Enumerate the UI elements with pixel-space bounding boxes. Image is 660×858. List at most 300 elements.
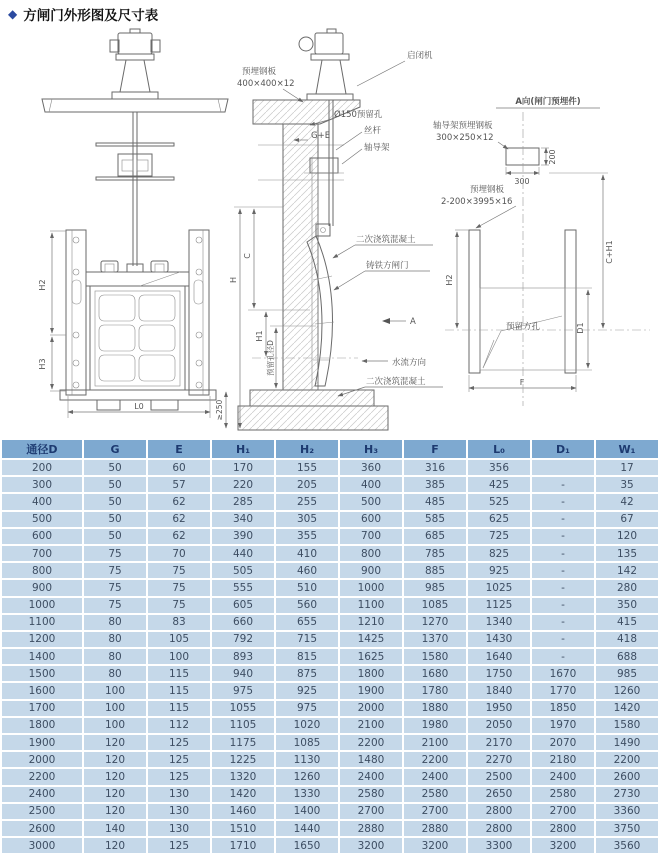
table-cell: 2580 xyxy=(404,787,466,802)
table-cell: 75 xyxy=(84,546,146,561)
table-cell: 785 xyxy=(404,546,466,561)
table-cell: 100 xyxy=(84,701,146,716)
column-header: D₁ xyxy=(532,440,594,458)
table-cell: 120 xyxy=(84,804,146,819)
table-row xyxy=(2,769,658,784)
table-cell: 125 xyxy=(148,838,210,853)
table-cell: 560 xyxy=(276,598,338,613)
column-header: 通径D xyxy=(2,440,82,458)
table-cell: 112 xyxy=(148,718,210,733)
table-cell: 1950 xyxy=(468,701,530,716)
table-row xyxy=(2,546,658,561)
dim-200-label: 200 xyxy=(548,149,557,165)
table-cell: 2200 xyxy=(404,752,466,767)
table-cell: 2000 xyxy=(340,701,402,716)
table-cell: 525 xyxy=(468,494,530,509)
a-view xyxy=(433,96,650,406)
table-cell: 355 xyxy=(276,529,338,544)
column-header: W₁ xyxy=(596,440,658,458)
dim-c-label: C xyxy=(243,253,252,259)
table-row xyxy=(2,477,658,492)
table-cell: 1055 xyxy=(212,701,274,716)
table-cell: - xyxy=(532,649,594,664)
table-row xyxy=(2,529,658,544)
table-cell: 2700 xyxy=(532,804,594,819)
table-cell: 600 xyxy=(2,529,82,544)
table-cell: 2600 xyxy=(596,769,658,784)
reserved-square-hole-label: 预留方孔 xyxy=(506,322,541,332)
section-a-mark: A xyxy=(410,317,416,327)
table-cell: 1780 xyxy=(404,683,466,698)
table-cell: 340 xyxy=(212,512,274,527)
table-cell: 1340 xyxy=(468,615,530,630)
secondary-concrete-top-label: 二次浇筑混凝土 xyxy=(356,235,416,245)
table-cell: 316 xyxy=(404,460,466,475)
column-header: L₀ xyxy=(468,440,530,458)
table-cell: 285 xyxy=(212,494,274,509)
table-cell: 1440 xyxy=(276,821,338,836)
table-cell: 1225 xyxy=(212,752,274,767)
dim-hole-d-label: 预留孔径D xyxy=(266,340,275,376)
table-row xyxy=(2,718,658,733)
table-cell: - xyxy=(532,546,594,561)
table-cell: 80 xyxy=(84,649,146,664)
table-cell: 1370 xyxy=(404,632,466,647)
table-cell: 925 xyxy=(468,563,530,578)
dim-min250-label: ≥250 xyxy=(215,399,224,421)
table-cell: 80 xyxy=(84,666,146,681)
table-cell: 1425 xyxy=(340,632,402,647)
table-cell: - xyxy=(532,598,594,613)
table-cell: 500 xyxy=(340,494,402,509)
table-cell: 500 xyxy=(2,512,82,527)
table-cell: - xyxy=(532,477,594,492)
table-row xyxy=(2,683,658,698)
diamond-icon: ◆ xyxy=(8,7,18,21)
table-row xyxy=(2,666,658,681)
table-cell: 305 xyxy=(276,512,338,527)
dim-l0-label: L0 xyxy=(134,402,144,411)
table-cell: 140 xyxy=(84,821,146,836)
table-row xyxy=(2,615,658,630)
table-cell: 715 xyxy=(276,632,338,647)
table-cell: 1125 xyxy=(468,598,530,613)
table-cell: 2070 xyxy=(532,735,594,750)
table-cell: 170 xyxy=(212,460,274,475)
table-cell: 2200 xyxy=(2,769,82,784)
table-cell: 3300 xyxy=(468,838,530,853)
table-cell: 130 xyxy=(148,787,210,802)
table-cell: 2200 xyxy=(596,752,658,767)
table-cell: 2600 xyxy=(2,821,82,836)
table-cell: 2500 xyxy=(468,769,530,784)
dim-h3-label: H3 xyxy=(38,358,47,370)
table-cell: - xyxy=(532,529,594,544)
table-cell: 1085 xyxy=(404,598,466,613)
table-cell: 62 xyxy=(148,494,210,509)
table-header-row xyxy=(2,440,658,458)
table-cell: 2800 xyxy=(532,821,594,836)
table-cell: 1020 xyxy=(276,718,338,733)
table-cell: 115 xyxy=(148,683,210,698)
table-cell: 975 xyxy=(276,701,338,716)
table-cell: 155 xyxy=(276,460,338,475)
table-cell: 2400 xyxy=(532,769,594,784)
table-cell: 2000 xyxy=(2,752,82,767)
table-row xyxy=(2,563,658,578)
table-cell: 3750 xyxy=(596,821,658,836)
table-cell: 3560 xyxy=(596,838,658,853)
dim-h2-right-label: H2 xyxy=(445,274,454,286)
table-cell: 1500 xyxy=(2,666,82,681)
table-cell: 360 xyxy=(340,460,402,475)
table-cell: 2200 xyxy=(340,735,402,750)
table-cell: 60 xyxy=(148,460,210,475)
table-cell: 985 xyxy=(596,666,658,681)
table-cell: 1480 xyxy=(340,752,402,767)
table-cell: 418 xyxy=(596,632,658,647)
table-cell: 1430 xyxy=(468,632,530,647)
column-header: H₁ xyxy=(212,440,274,458)
table-cell: 100 xyxy=(148,649,210,664)
table-cell: 875 xyxy=(276,666,338,681)
table-cell: 1980 xyxy=(404,718,466,733)
guide-plate-label: 轴导架预埋钢板 xyxy=(433,121,493,131)
table-cell: 1650 xyxy=(276,838,338,853)
table-cell: 900 xyxy=(340,563,402,578)
table-row xyxy=(2,821,658,836)
table-cell: 1970 xyxy=(532,718,594,733)
table-cell: 510 xyxy=(276,580,338,595)
table-cell: 1840 xyxy=(468,683,530,698)
table-cell: 893 xyxy=(212,649,274,664)
table-cell: 1100 xyxy=(2,615,82,630)
table-cell: 1400 xyxy=(2,649,82,664)
table-cell: 800 xyxy=(2,563,82,578)
table-cell: 1640 xyxy=(468,649,530,664)
table-row xyxy=(2,804,658,819)
table-row xyxy=(2,787,658,802)
dimension-table xyxy=(0,438,660,855)
page-title-text: 方闸门外形图及尺寸表 xyxy=(23,8,159,24)
table-cell: 1400 xyxy=(276,804,338,819)
table-cell: 925 xyxy=(276,683,338,698)
table-cell: 2800 xyxy=(468,821,530,836)
table-cell: 200 xyxy=(2,460,82,475)
table-cell: 1580 xyxy=(596,718,658,733)
table-cell: 2500 xyxy=(2,804,82,819)
table-row xyxy=(2,752,658,767)
table-cell: 2730 xyxy=(596,787,658,802)
table-cell: 1085 xyxy=(276,735,338,750)
column-header: F xyxy=(404,440,466,458)
table-cell: 1260 xyxy=(596,683,658,698)
table-row xyxy=(2,649,658,664)
table-row xyxy=(2,580,658,595)
table-cell: 2400 xyxy=(2,787,82,802)
table-cell: 2050 xyxy=(468,718,530,733)
screw-label: 丝杆 xyxy=(364,126,382,136)
table-cell: - xyxy=(532,512,594,527)
table-cell: 1000 xyxy=(340,580,402,595)
table-cell: 660 xyxy=(212,615,274,630)
table-cell: 70 xyxy=(148,546,210,561)
table-cell: 2650 xyxy=(468,787,530,802)
table-cell: 105 xyxy=(148,632,210,647)
table-cell: 655 xyxy=(276,615,338,630)
table-cell: 62 xyxy=(148,529,210,544)
guide-bracket-label: 轴导架 xyxy=(364,143,390,153)
table-cell: 75 xyxy=(148,598,210,613)
dim-h2-label: H2 xyxy=(38,279,47,291)
table-cell: 1100 xyxy=(340,598,402,613)
table-cell: 975 xyxy=(212,683,274,698)
table-cell: 57 xyxy=(148,477,210,492)
table-cell: 50 xyxy=(84,529,146,544)
dim-300-label: 300 xyxy=(514,177,530,186)
table-cell: 1460 xyxy=(212,804,274,819)
table-cell: 1260 xyxy=(276,769,338,784)
front-view xyxy=(38,29,228,421)
table-cell: 985 xyxy=(404,580,466,595)
table-cell: 50 xyxy=(84,494,146,509)
table-cell: 67 xyxy=(596,512,658,527)
table-cell: 1625 xyxy=(340,649,402,664)
table-cell: 2580 xyxy=(340,787,402,802)
hoist-label: 启闭机 xyxy=(407,51,433,61)
table-cell: 2580 xyxy=(532,787,594,802)
table-cell: 120 xyxy=(84,735,146,750)
table-cell: - xyxy=(532,632,594,647)
table-cell: 2880 xyxy=(340,821,402,836)
table-cell: 17 xyxy=(596,460,658,475)
table-cell: 356 xyxy=(468,460,530,475)
table-cell: 50 xyxy=(84,477,146,492)
table-cell: 505 xyxy=(212,563,274,578)
embedded-plate-size: 400×400×12 xyxy=(237,79,295,89)
table-row xyxy=(2,701,658,716)
table-cell: - xyxy=(532,580,594,595)
table-cell: 1510 xyxy=(212,821,274,836)
table-cell: 1320 xyxy=(212,769,274,784)
table-cell: 625 xyxy=(468,512,530,527)
reserved-hole-label: Ø150预留孔 xyxy=(334,110,383,120)
table-cell: 1175 xyxy=(212,735,274,750)
table-cell: 688 xyxy=(596,649,658,664)
secondary-concrete-bottom-label: 二次浇筑混凝土 xyxy=(366,377,426,387)
table-row xyxy=(2,494,658,509)
table-cell: 35 xyxy=(596,477,658,492)
table-cell: 685 xyxy=(404,529,466,544)
table-cell: 725 xyxy=(468,529,530,544)
table-cell: 1900 xyxy=(340,683,402,698)
column-header: E xyxy=(148,440,210,458)
table-cell: 425 xyxy=(468,477,530,492)
table-cell: 220 xyxy=(212,477,274,492)
table-cell: 120 xyxy=(84,838,146,853)
table-cell: 80 xyxy=(84,632,146,647)
table-cell: 555 xyxy=(212,580,274,595)
column-header: H₃ xyxy=(340,440,402,458)
table-cell: 2170 xyxy=(468,735,530,750)
guide-plate-size: 300×250×12 xyxy=(436,133,494,143)
table-cell: - xyxy=(532,494,594,509)
table-cell: 205 xyxy=(276,477,338,492)
table-cell: 415 xyxy=(596,615,658,630)
table-cell: 2400 xyxy=(404,769,466,784)
table-cell: 1600 xyxy=(2,683,82,698)
table-cell: 800 xyxy=(340,546,402,561)
table-cell: 1770 xyxy=(532,683,594,698)
table-cell: 130 xyxy=(148,821,210,836)
table-cell: 440 xyxy=(212,546,274,561)
column-header: H₂ xyxy=(276,440,338,458)
table-cell: 115 xyxy=(148,701,210,716)
table-cell: 3360 xyxy=(596,804,658,819)
table-cell: 120 xyxy=(84,787,146,802)
table-cell: 100 xyxy=(84,718,146,733)
table-cell: 605 xyxy=(212,598,274,613)
section-view xyxy=(215,29,443,430)
table-cell: 1880 xyxy=(404,701,466,716)
table-cell: 2400 xyxy=(340,769,402,784)
table-cell: 3000 xyxy=(2,838,82,853)
cast-iron-gate-label: 铸铁方闸门 xyxy=(366,261,409,271)
table-cell: 700 xyxy=(2,546,82,561)
table-cell: 900 xyxy=(2,580,82,595)
table-cell: 1420 xyxy=(596,701,658,716)
table-cell: 1670 xyxy=(532,666,594,681)
table-cell: 485 xyxy=(404,494,466,509)
dim-d1-label: D1 xyxy=(576,322,585,334)
table-cell: 2700 xyxy=(340,804,402,819)
table-cell: 825 xyxy=(468,546,530,561)
table-cell: 255 xyxy=(276,494,338,509)
table-cell: 1105 xyxy=(212,718,274,733)
table-row xyxy=(2,460,658,475)
table-cell: 75 xyxy=(148,563,210,578)
table-cell: 940 xyxy=(212,666,274,681)
table-cell: 1210 xyxy=(340,615,402,630)
table-cell: 400 xyxy=(340,477,402,492)
table-cell: 62 xyxy=(148,512,210,527)
table-cell: 2100 xyxy=(340,718,402,733)
table-cell: 75 xyxy=(148,580,210,595)
table-cell: 125 xyxy=(148,769,210,784)
table-row xyxy=(2,598,658,613)
table-cell: 885 xyxy=(404,563,466,578)
table-cell: 83 xyxy=(148,615,210,630)
table-cell: 125 xyxy=(148,752,210,767)
table-cell: 130 xyxy=(148,804,210,819)
table-cell: 1800 xyxy=(2,718,82,733)
table-cell: 1710 xyxy=(212,838,274,853)
dim-ch1-label: C+H1 xyxy=(605,240,614,264)
table-cell: 2100 xyxy=(404,735,466,750)
table-cell: 2700 xyxy=(404,804,466,819)
table-cell: 50 xyxy=(84,512,146,527)
table-cell: 1420 xyxy=(212,787,274,802)
table-cell: 1490 xyxy=(596,735,658,750)
table-cell: 1270 xyxy=(404,615,466,630)
table-cell: 1330 xyxy=(276,787,338,802)
table-cell: 142 xyxy=(596,563,658,578)
table-cell: 300 xyxy=(2,477,82,492)
table-cell: 1200 xyxy=(2,632,82,647)
embedded-plate-label: 预埋钢板 xyxy=(242,67,277,77)
table-cell: 1580 xyxy=(404,649,466,664)
table-cell xyxy=(532,460,594,475)
table-cell: 1130 xyxy=(276,752,338,767)
embedded-plate2-label: 预埋钢板 xyxy=(470,185,505,195)
table-cell: - xyxy=(532,615,594,630)
table-cell: 815 xyxy=(276,649,338,664)
table-row xyxy=(2,512,658,527)
table-cell: 385 xyxy=(404,477,466,492)
table-cell: 75 xyxy=(84,580,146,595)
table-cell: 3200 xyxy=(340,838,402,853)
table-cell: 50 xyxy=(84,460,146,475)
dim-h1-label: H1 xyxy=(255,330,264,342)
table-cell: 585 xyxy=(404,512,466,527)
table-cell: 1680 xyxy=(404,666,466,681)
table-cell: 120 xyxy=(596,529,658,544)
table-row xyxy=(2,632,658,647)
table-cell: 600 xyxy=(340,512,402,527)
table-cell: 115 xyxy=(148,666,210,681)
table-cell: 3200 xyxy=(532,838,594,853)
table-row xyxy=(2,735,658,750)
table-cell: 42 xyxy=(596,494,658,509)
table-cell: 2180 xyxy=(532,752,594,767)
table-cell: 75 xyxy=(84,598,146,613)
table-cell: 460 xyxy=(276,563,338,578)
ge-label: G+E xyxy=(311,131,331,141)
table-cell: 75 xyxy=(84,563,146,578)
table-cell: 1700 xyxy=(2,701,82,716)
embedded-plate2-size: 2-200×3995×16 xyxy=(441,197,513,207)
table-cell: 1850 xyxy=(532,701,594,716)
table-row xyxy=(2,838,658,853)
table-cell: 80 xyxy=(84,615,146,630)
table-cell: 120 xyxy=(84,752,146,767)
table-cell: 120 xyxy=(84,769,146,784)
page-title xyxy=(0,0,660,28)
table-cell: 1000 xyxy=(2,598,82,613)
table-cell: 2270 xyxy=(468,752,530,767)
dim-f-label: F xyxy=(519,378,525,387)
table-cell: 280 xyxy=(596,580,658,595)
table-cell: - xyxy=(532,563,594,578)
flow-direction-label: 水流方向 xyxy=(392,358,427,368)
table-cell: 100 xyxy=(84,683,146,698)
column-header: G xyxy=(84,440,146,458)
table-cell: 792 xyxy=(212,632,274,647)
table-cell: 400 xyxy=(2,494,82,509)
table-cell: 1750 xyxy=(468,666,530,681)
table-cell: 135 xyxy=(596,546,658,561)
technical-drawing xyxy=(0,28,660,438)
a-view-title: A向(闸门预埋件) xyxy=(515,97,581,107)
table-cell: 410 xyxy=(276,546,338,561)
table-cell: 390 xyxy=(212,529,274,544)
table-cell: 125 xyxy=(148,735,210,750)
dim-h-label: H xyxy=(229,276,238,284)
table-body xyxy=(2,460,658,853)
table-cell: 1800 xyxy=(340,666,402,681)
table-cell: 2800 xyxy=(468,804,530,819)
table-cell: 3200 xyxy=(404,838,466,853)
